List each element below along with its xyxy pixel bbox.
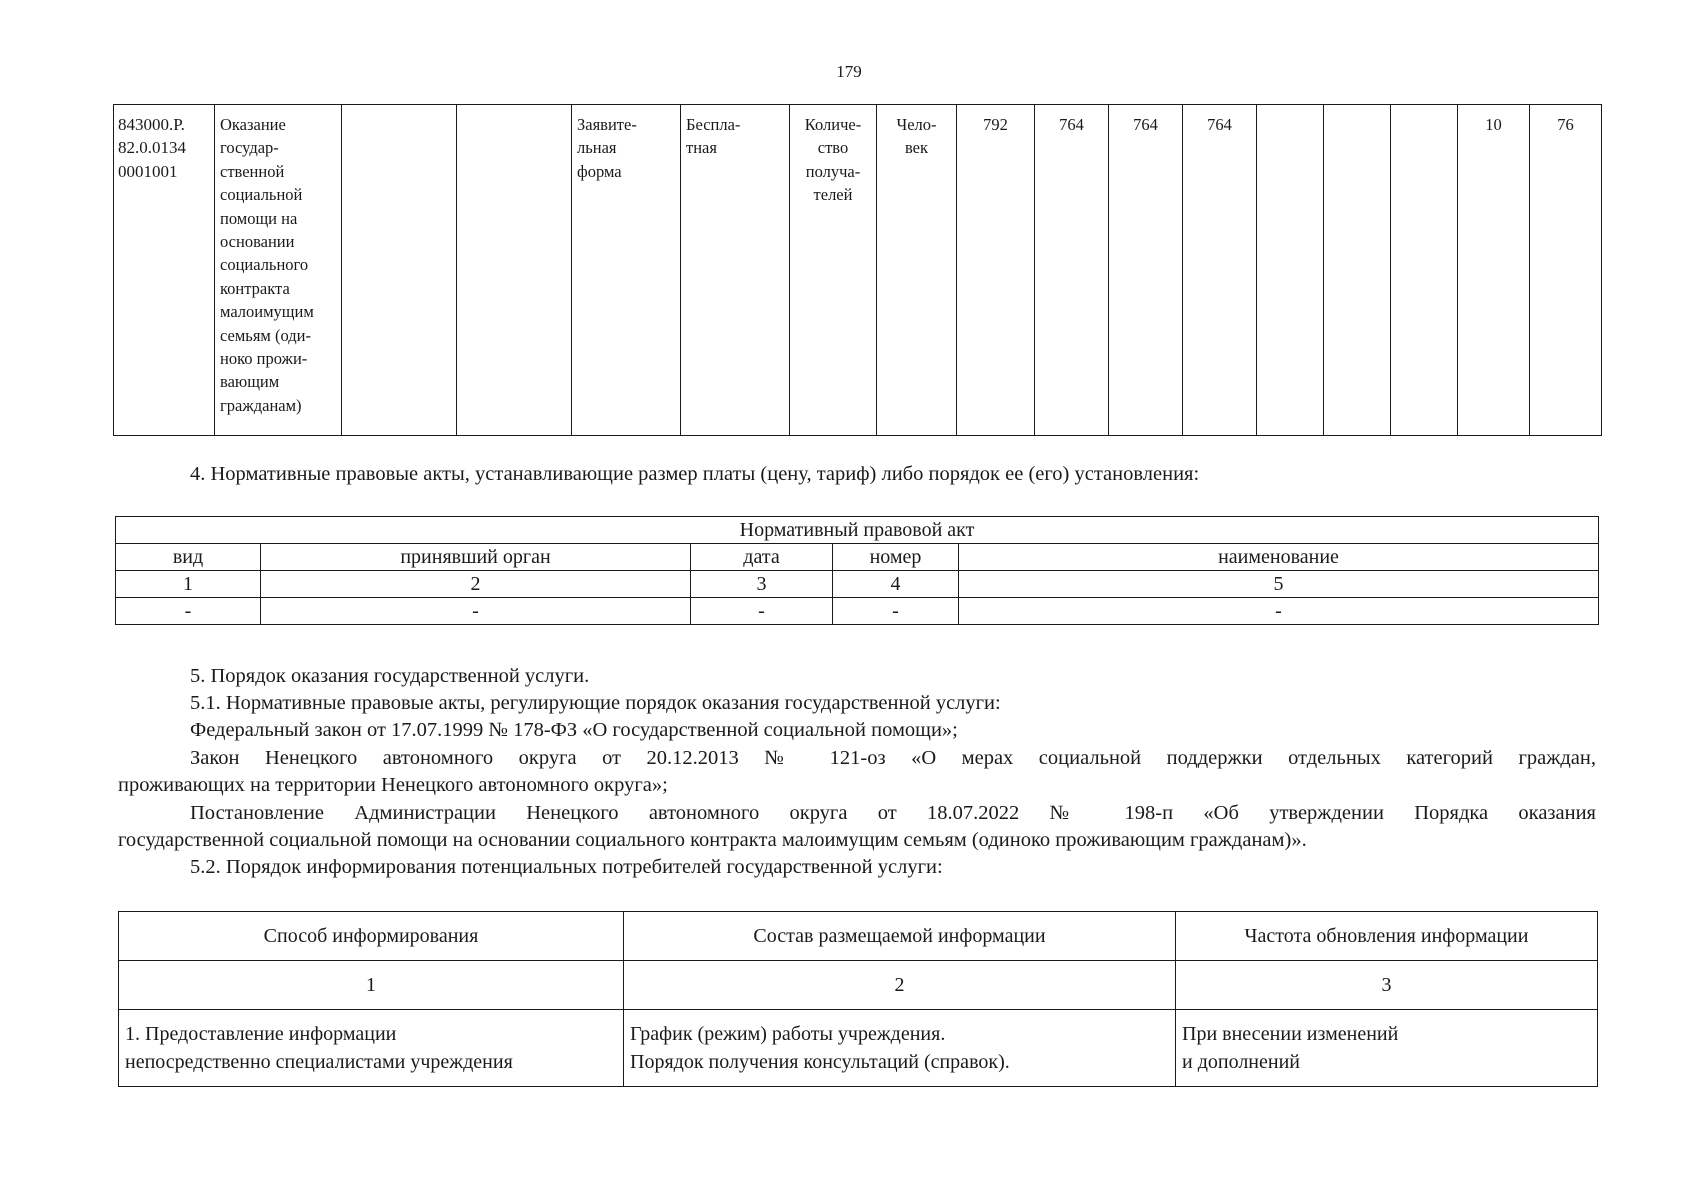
service-name-cell: Оказание государ- ственной социальной помощи на основании социального контракта малоимущим семьям (оди- ноко прожи- вающим гражданам) (215, 105, 342, 436)
table-header-row (116, 544, 1599, 571)
unit-cell: Чело- век (877, 105, 957, 436)
table-row (119, 961, 1598, 1010)
payment-cell: Беспла- тная (681, 105, 790, 436)
indicator-cell: Количе- ство получа- телей (790, 105, 877, 436)
deviation-absolute-cell: 76 (1530, 105, 1602, 436)
column-header: Частота обновления информации (1176, 912, 1598, 961)
column-number: 2 (624, 961, 1176, 1010)
table-header-row (119, 912, 1598, 961)
resolution-paragraph-line-2: государственной социальной помощи на основании социального контракта малоимущим семьям (одиноко проживающим гражданам)». (118, 829, 1307, 851)
section-5-heading: 5. Порядок оказания государственной услуги. (190, 665, 590, 687)
informing-methods-table (118, 911, 1598, 1087)
table-cell: - (116, 598, 261, 625)
table-row (116, 598, 1599, 625)
column-number: 2 (261, 571, 691, 598)
section-5-2-heading: 5.2. Порядок информирования потенциальных потребителей государственной услуги: (190, 856, 943, 878)
empty-cell (1391, 105, 1458, 436)
table-cell: - (959, 598, 1599, 625)
column-number: 1 (116, 571, 261, 598)
column-header: вид (116, 544, 261, 571)
section-5-1-heading: 5.1. Нормативные правовые акты, регулирующие порядок оказания государственной услуги: (190, 692, 1001, 714)
empty-cell (1324, 105, 1391, 436)
table-title: Нормативный правовой акт (116, 517, 1599, 544)
column-header: Способ информирования (119, 912, 624, 961)
resolution-paragraph-line-1: Постановление Администрации Ненецкого автономного округа от 18.07.2022 № 198-п «Об утверждении Порядка оказания (190, 802, 1596, 824)
page-number: 179 (836, 62, 862, 81)
column-header: дата (691, 544, 833, 571)
column-header: принявший орган (261, 544, 691, 571)
table-cell: - (691, 598, 833, 625)
federal-law-paragraph: Федеральный закон от 17.07.1999 № 178-ФЗ «О государственной социальной помощи»; (190, 719, 958, 741)
regional-law-paragraph-line-1: Закон Ненецкого автономного округа от 20.12.2013 № 121-оз «О мерах социальной поддержки отдельных категорий граждан, (190, 747, 1596, 769)
regional-law-paragraph-line-2: проживающих на территории Ненецкого автономного округа»; (118, 774, 668, 796)
empty-cell (342, 105, 457, 436)
table-row (114, 105, 1602, 436)
column-number: 1 (119, 961, 624, 1010)
empty-cell (457, 105, 572, 436)
value-cell: 764 (1035, 105, 1109, 436)
volume-indicators-table (113, 104, 1602, 436)
column-header: номер (833, 544, 959, 571)
column-number: 4 (833, 571, 959, 598)
normative-acts-table (115, 516, 1599, 625)
content-cell: График (режим) работы учреждения. Порядок получения консультаций (справок). (624, 1010, 1176, 1087)
column-number: 3 (1176, 961, 1598, 1010)
okei-code-cell: 792 (957, 105, 1035, 436)
deviation-percent-cell: 10 (1458, 105, 1530, 436)
table-cell: - (261, 598, 691, 625)
section-4-heading: 4. Нормативные правовые акты, устанавливающие размер платы (цену, тариф) либо порядок ее (его) установления: (190, 463, 1200, 485)
value-cell: 764 (1109, 105, 1183, 436)
column-header: Состав размещаемой информации (624, 912, 1176, 961)
table-row (116, 571, 1599, 598)
empty-cell (1257, 105, 1324, 436)
frequency-cell: При внесении изменений и дополнений (1176, 1010, 1598, 1087)
table-row (116, 517, 1599, 544)
column-header: наименование (959, 544, 1599, 571)
service-code-cell: 843000.Р. 82.0.0134 0001001 (114, 105, 215, 436)
column-number: 5 (959, 571, 1599, 598)
value-cell: 764 (1183, 105, 1257, 436)
table-cell: - (833, 598, 959, 625)
method-cell: 1. Предоставление информации непосредственно специалистами учреждения (119, 1010, 624, 1087)
form-cell: Заявите- льная форма (572, 105, 681, 436)
table-row (119, 1010, 1598, 1087)
column-number: 3 (691, 571, 833, 598)
